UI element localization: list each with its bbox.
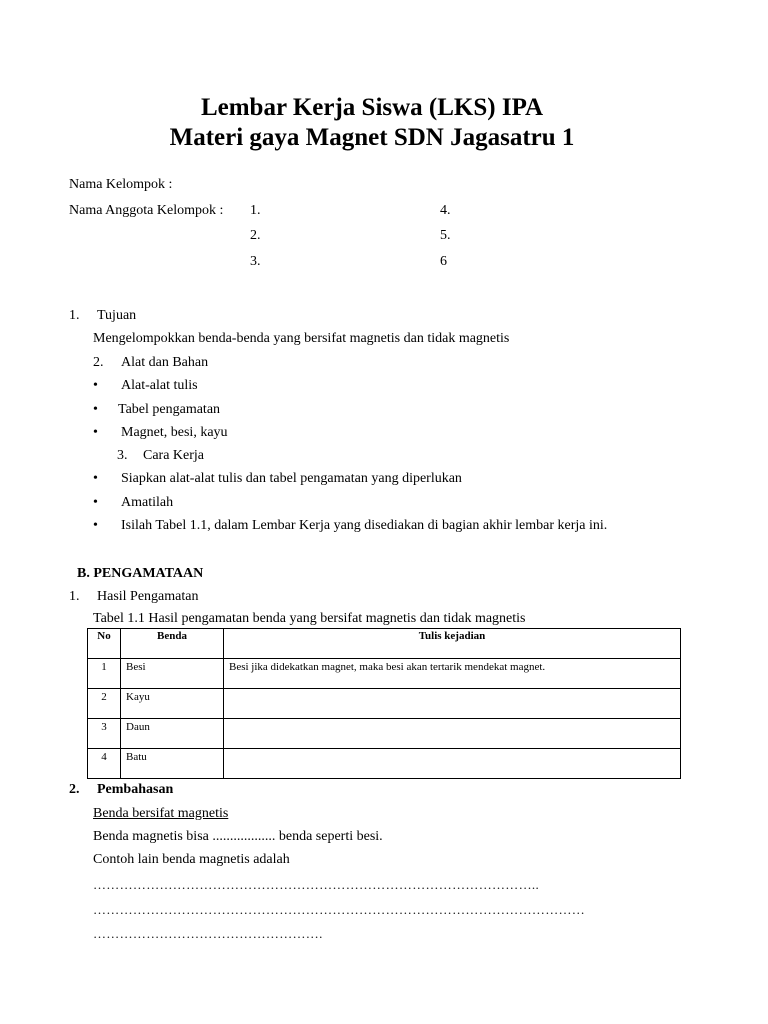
subsection3-number: 3. bbox=[117, 448, 128, 463]
section1-number: 1. bbox=[69, 308, 80, 323]
cell-kejadian[interactable] bbox=[224, 749, 681, 779]
table-header-row bbox=[88, 629, 681, 659]
table-row bbox=[88, 659, 681, 689]
answer-line-2[interactable]: ………………………………………………………………………………………………… bbox=[93, 902, 586, 917]
header-tulis-kejadian: Tulis kejadian bbox=[224, 629, 681, 659]
step-item: Siapkan alat-alat tulis dan tabel pengamatan yang diperlukan bbox=[121, 471, 462, 486]
bullet-icon: • bbox=[93, 495, 98, 510]
table-row bbox=[88, 749, 681, 779]
cell-no: 2 bbox=[88, 689, 121, 719]
header-no: No bbox=[88, 629, 121, 659]
subsection2-heading: Alat dan Bahan bbox=[121, 355, 209, 370]
goal-text: Mengelompokkan benda-benda yang bersifat magnetis dan tidak magnetis bbox=[93, 331, 510, 346]
cell-benda: Besi bbox=[121, 659, 224, 689]
table-row bbox=[88, 719, 681, 749]
bullet-icon: • bbox=[93, 425, 98, 440]
table-row bbox=[88, 689, 681, 719]
cell-kejadian[interactable]: Besi jika didekatkan magnet, maka besi akan tertarik mendekat magnet. bbox=[224, 659, 681, 689]
group-name-label: Nama Kelompok : bbox=[69, 177, 173, 192]
subsection2-number: 2. bbox=[93, 355, 104, 370]
cell-no: 4 bbox=[88, 749, 121, 779]
member-number-2: 2. bbox=[250, 228, 261, 243]
step-item: Isilah Tabel 1.1, dalam Lembar Kerja yang disediakan di bagian akhir lembar kerja ini. bbox=[121, 518, 608, 533]
bullet-icon: • bbox=[93, 471, 98, 486]
magnetic-subheading: Benda bersifat magnetis bbox=[93, 806, 229, 821]
member-number-6: 6 bbox=[440, 254, 447, 269]
bullet-icon: • bbox=[93, 378, 98, 393]
member-number-1: 1. bbox=[250, 203, 261, 218]
cell-benda: Daun bbox=[121, 719, 224, 749]
subsection3-heading: Cara Kerja bbox=[143, 448, 205, 463]
table-caption: Tabel 1.1 Hasil pengamatan benda yang bersifat magnetis dan tidak magnetis bbox=[93, 611, 526, 626]
document-title-line1: Lembar Kerja Siswa (LKS) IPA bbox=[200, 94, 544, 121]
header-benda: Benda bbox=[121, 629, 224, 659]
members-label: Nama Anggota Kelompok : bbox=[69, 203, 224, 218]
step-item: Amatilah bbox=[121, 495, 174, 510]
cell-kejadian[interactable] bbox=[224, 689, 681, 719]
example-prompt: Contoh lain benda magnetis adalah bbox=[93, 852, 290, 867]
section2-heading: Pembahasan bbox=[97, 782, 174, 797]
tool-item: Alat-alat tulis bbox=[121, 378, 198, 393]
observation-table bbox=[87, 628, 681, 779]
member-number-5: 5. bbox=[440, 228, 451, 243]
fill-in-sentence: Benda magnetis bisa .................. benda seperti besi. bbox=[93, 829, 383, 844]
answer-line-3[interactable]: ……………………………………………. bbox=[93, 926, 323, 941]
tool-item: Magnet, besi, kayu bbox=[121, 425, 228, 440]
cell-benda: Kayu bbox=[121, 689, 224, 719]
answer-line-1[interactable]: ……………………………………………………………………………………….. bbox=[93, 877, 539, 892]
tool-item: Tabel pengamatan bbox=[118, 402, 221, 417]
member-number-4: 4. bbox=[440, 203, 451, 218]
sectionB-sub1-heading: Hasil Pengamatan bbox=[97, 589, 199, 604]
cell-kejadian[interactable] bbox=[224, 719, 681, 749]
cell-benda: Batu bbox=[121, 749, 224, 779]
document-title-line2: Materi gaya Magnet SDN Jagasatru 1 bbox=[169, 124, 575, 151]
cell-no: 1 bbox=[88, 659, 121, 689]
section1-heading: Tujuan bbox=[97, 308, 137, 323]
bullet-icon: • bbox=[93, 518, 98, 533]
member-number-3: 3. bbox=[250, 254, 261, 269]
cell-no: 3 bbox=[88, 719, 121, 749]
sectionB-heading: B. PENGAMATAAN bbox=[77, 566, 204, 581]
section2-number: 2. bbox=[69, 782, 80, 797]
bullet-icon: • bbox=[93, 402, 98, 417]
sectionB-sub1-number: 1. bbox=[69, 589, 80, 604]
